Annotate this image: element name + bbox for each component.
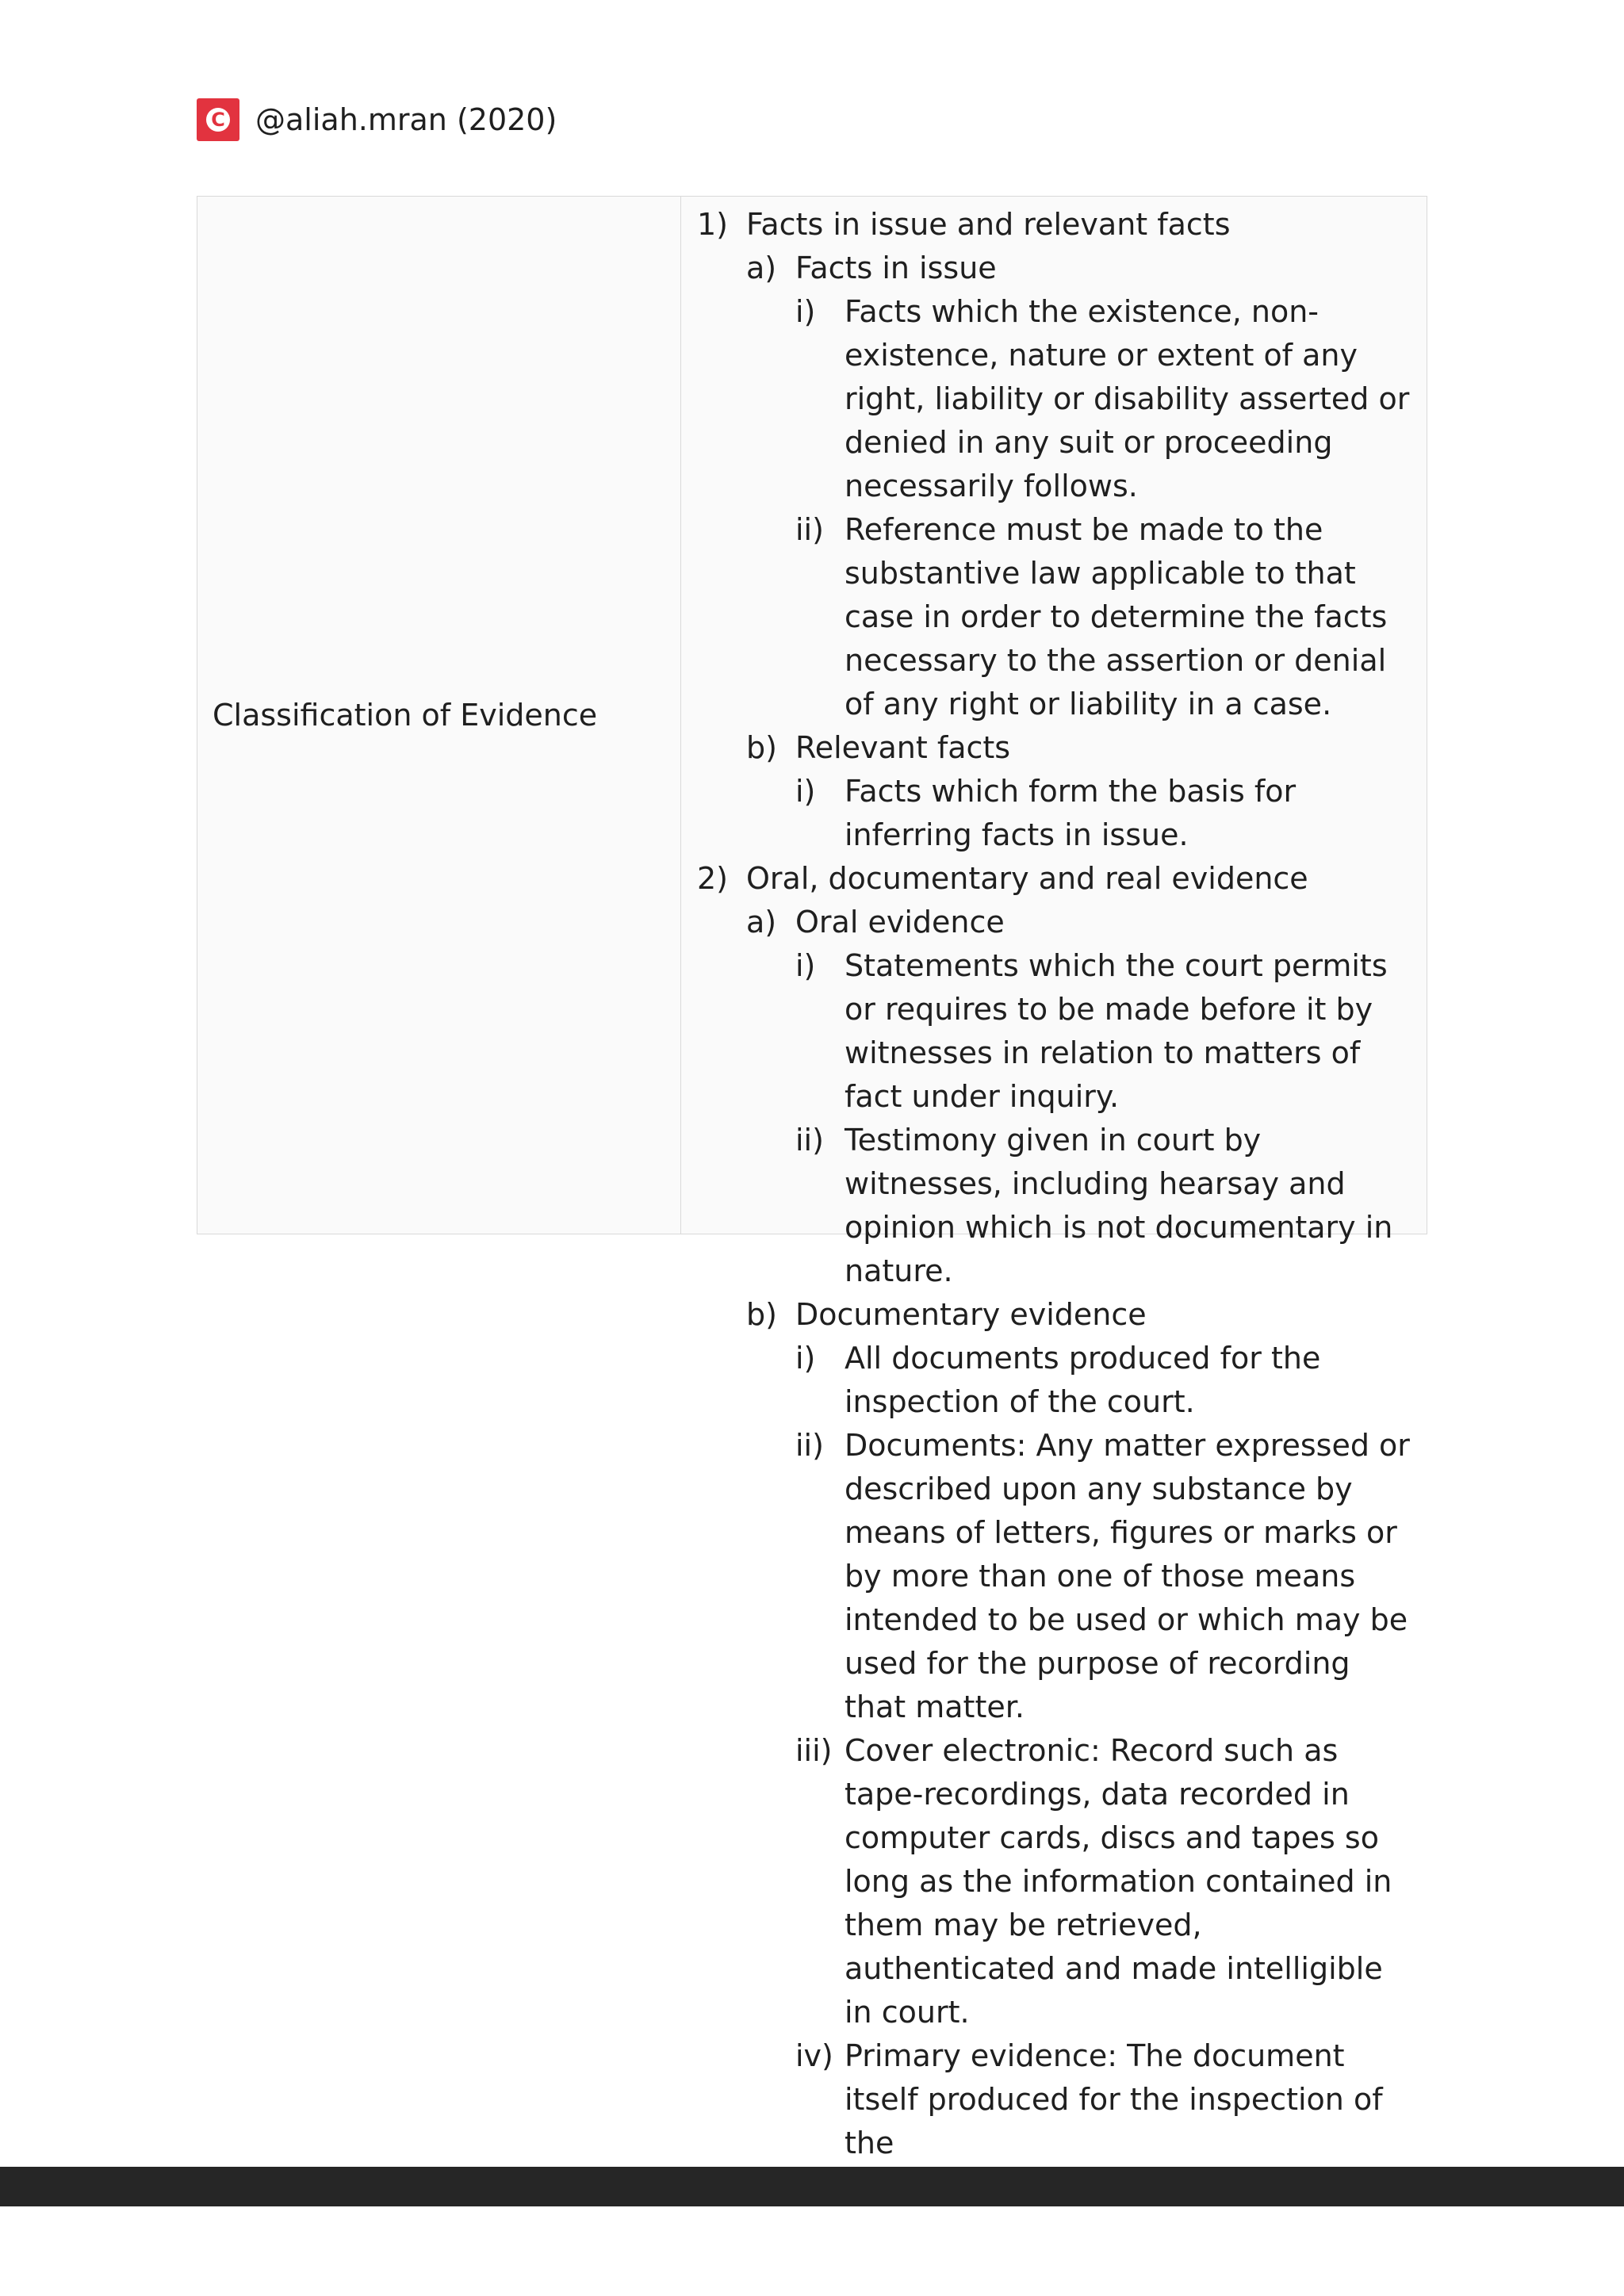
list-item	[697, 901, 1411, 944]
list-marker: a)	[746, 251, 777, 285]
list-item	[697, 247, 1411, 290]
right-cell	[681, 197, 1427, 2160]
list-text: Facts in issue and relevant facts	[746, 207, 1231, 242]
list-text: Documentary evidence	[795, 1297, 1147, 1332]
list-text: Primary evidence: The document itself produced for the inspection of the	[845, 2038, 1383, 2160]
list-item	[697, 1424, 1411, 1729]
list-text: Statements which the court permits or requires to be made before it by witnesses in relation to matters of fact under inquiry.	[845, 948, 1388, 1114]
list-marker: ii)	[795, 1123, 824, 1158]
list-marker: i)	[795, 774, 816, 809]
list-item	[697, 2034, 1411, 2165]
list-text: Facts which the existence, non-existence, nature or extent of any right, liability or disability asserted or denied in any suit or proceeding necessarily follows.	[845, 294, 1410, 503]
list-text: Testimony given in court by witnesses, including hearsay and opinion which is not documentary in nature.	[845, 1123, 1393, 1288]
list-item	[697, 1293, 1411, 1337]
left-cell	[197, 197, 681, 1234]
list-item	[697, 203, 1411, 247]
list-marker: iv)	[795, 2038, 833, 2073]
author-handle: @aliah.mran (2020)	[255, 102, 557, 137]
list-marker: b)	[746, 1297, 777, 1332]
list-item	[697, 1337, 1411, 1424]
list-text: Relevant facts	[795, 730, 1011, 765]
list-text: Facts which form the basis for inferring facts in issue.	[845, 774, 1297, 852]
list-item	[697, 290, 1411, 508]
list-text: Reference must be made to the substantive law applicable to that case in order to determine the facts necessary to the assertion or denial of any right or liability in a case.	[845, 512, 1388, 721]
list-text: All documents produced for the inspection of the court.	[845, 1341, 1321, 1419]
list-marker: 2)	[697, 861, 729, 896]
list-marker: ii)	[795, 512, 824, 547]
list-marker: ii)	[795, 1428, 824, 1463]
list-text: Oral evidence	[795, 905, 1005, 939]
list-item	[697, 726, 1411, 770]
list-marker: b)	[746, 730, 777, 765]
list-marker: i)	[795, 294, 816, 329]
list-item	[697, 508, 1411, 726]
content-table	[197, 196, 1427, 2160]
list-text: Cover electronic: Record such as tape-recordings, data recorded in computer cards, discs and tapes so long as the information contained in them may be retrieved, authenticated and made intelligible in court.	[845, 1733, 1392, 2030]
list-marker: 1)	[697, 207, 729, 242]
footer-bar	[0, 2167, 1624, 2206]
list-marker: iii)	[795, 1733, 833, 1768]
list-marker: a)	[746, 905, 777, 939]
brand-logo-icon: C	[197, 98, 239, 141]
list-item	[697, 770, 1411, 857]
list-item	[697, 1729, 1411, 2034]
list-item	[697, 1119, 1411, 1293]
list-text: Facts in issue	[795, 251, 997, 285]
list-item	[697, 944, 1411, 1119]
section-title: Classification of Evidence	[213, 698, 598, 733]
list-marker: i)	[795, 948, 816, 983]
list-item	[697, 857, 1411, 901]
list-marker: i)	[795, 1341, 816, 1376]
list-text: Oral, documentary and real evidence	[746, 861, 1308, 896]
list-text: Documents: Any matter expressed or described upon any substance by means of letters, figures or marks or by more than one of those means intended to be used or which may be used for the purpose of recording that matter.	[845, 1428, 1410, 1724]
page-header	[197, 98, 557, 141]
